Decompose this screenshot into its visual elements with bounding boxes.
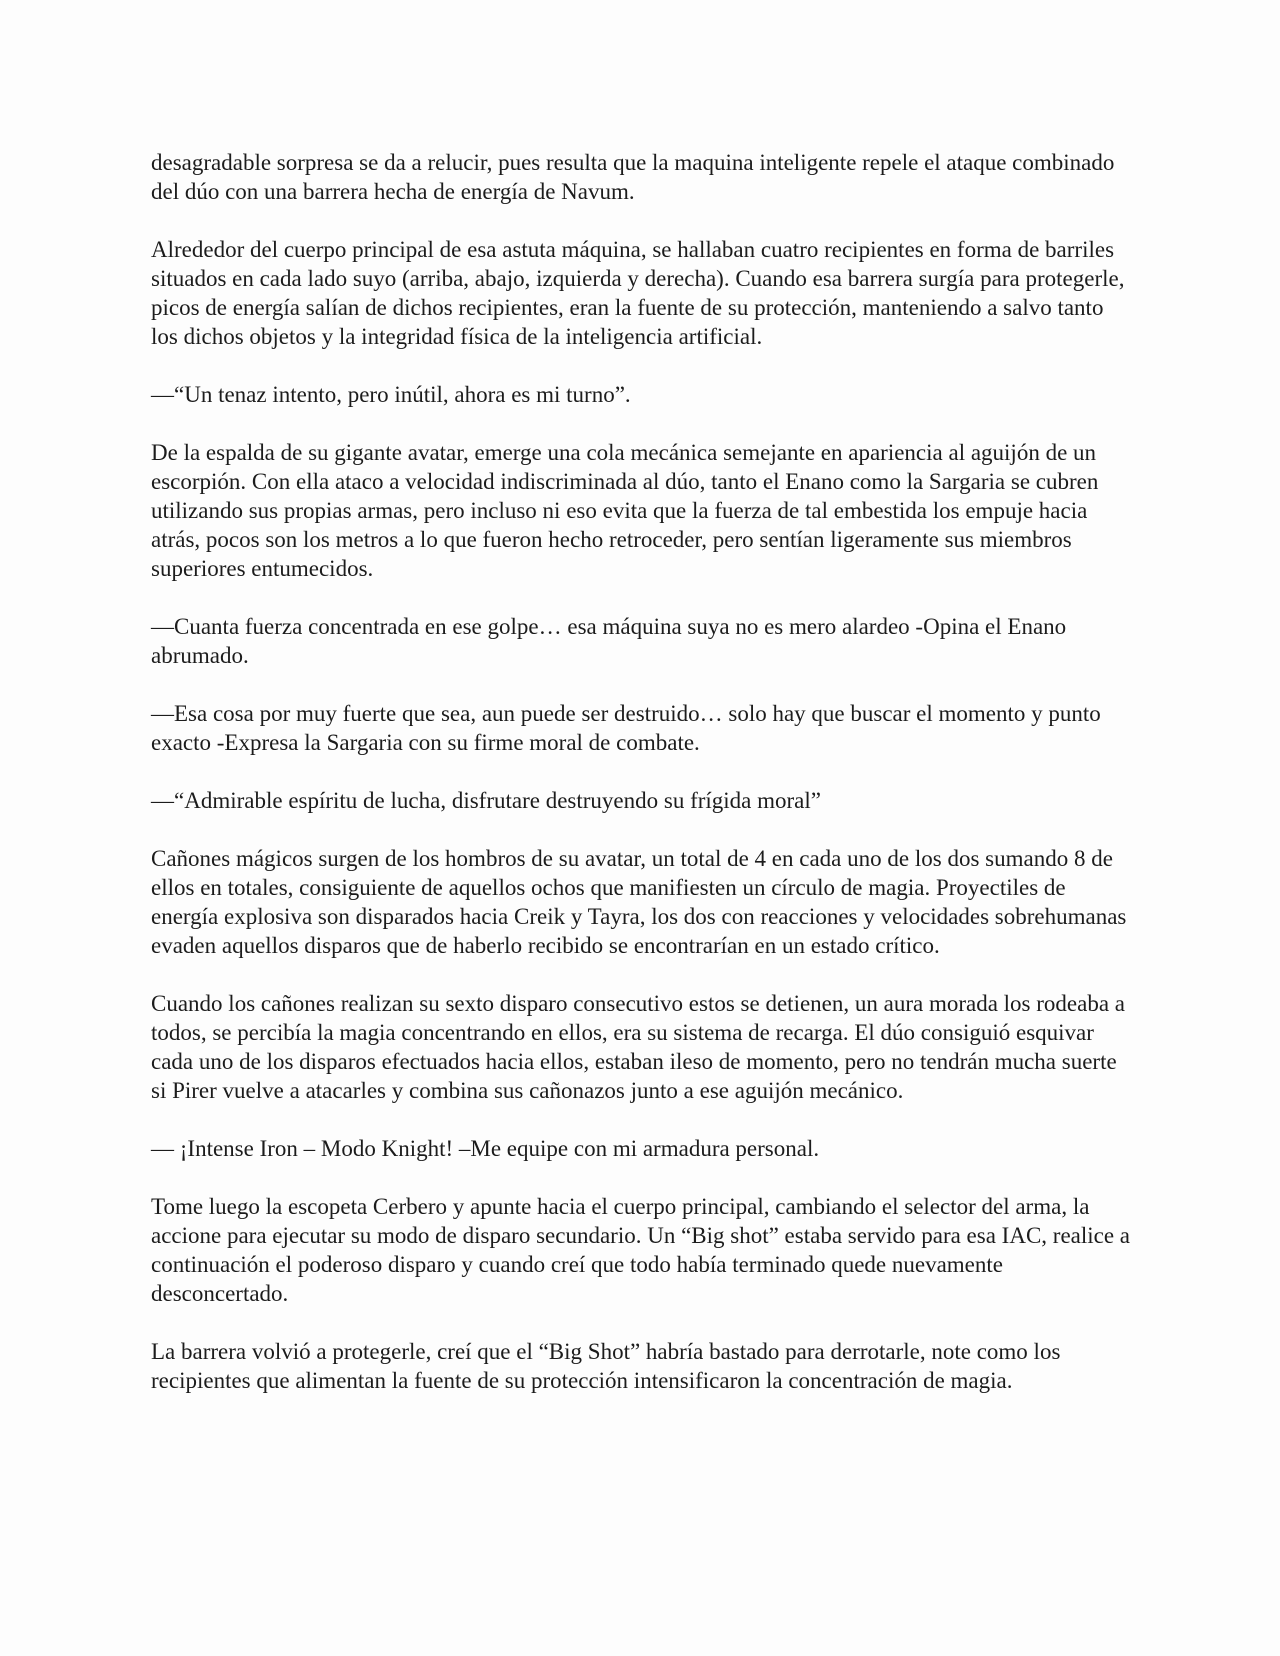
- dialogue-line: —Esa cosa por muy fuerte que sea, aun puede ser destruido… solo hay que buscar el momento y punto exacto -Expresa la Sargaria con su firme moral de combate.: [151, 701, 1101, 755]
- paragraph: La barrera volvió a protegerle, creí que el “Big Shot” habría bastado para derrotarle, note como los recipientes que alimentan la fuente de su protección intensificaron la concentración de magia.: [151, 1339, 1061, 1393]
- paragraph: De la espalda de su gigante avatar, emerge una cola mecánica semejante en apariencia al aguijón de un escorpión. Con ella ataco a velocidad indiscriminada al dúo, tanto el Enano como la Sargaria se cubren utilizando sus propias armas, pero incluso ni eso evita que la fuerza de tal embestida los empuje hacia atrás, pocos son los metros a lo que fueron hecho retroceder, pero sentían ligeramente sus miembros superiores entumecidos.: [151, 440, 1099, 581]
- paragraph: Tome luego la escopeta Cerbero y apunte hacia el cuerpo principal, cambiando el selector del arma, la accione para ejecutar su modo de disparo secundario. Un “Big shot” estaba servido para esa IAC, realice a continuación el poderoso disparo y cuando creí que todo había terminado quede nuevamente desconcertado.: [151, 1194, 1131, 1306]
- dialogue-line: —“Admirable espíritu de lucha, disfrutare destruyendo su frígida moral”: [151, 788, 821, 813]
- paragraph: desagradable sorpresa se da a relucir, pues resulta que la maquina inteligente repele el ataque combinado del dúo con una barrera hecha de energía de Navum.: [151, 150, 1115, 204]
- dialogue-line: —Cuanta fuerza concentrada en ese golpe… esa máquina suya no es mero alardeo -Opina el Enano abrumado.: [151, 614, 1067, 668]
- paragraph: Alrededor del cuerpo principal de esa astuta máquina, se hallaban cuatro recipientes en forma de barriles situados en cada lado suyo (arriba, abajo, izquierda y derecha). Cuando esa barrera surgía para protegerle, picos de energía salían de dichos recipientes, eran la fuente de su protección, manteniendo a salvo tanto los dichos objetos y la integridad física de la inteligencia artificial.: [151, 237, 1125, 349]
- document-body: [151, 148, 1133, 1424]
- dialogue-line: —“Un tenaz intento, pero inútil, ahora es mi turno”.: [151, 382, 631, 407]
- dialogue-line: — ¡Intense Iron – Modo Knight! –Me equipe con mi armadura personal.: [151, 1136, 820, 1161]
- paragraph: Cuando los cañones realizan su sexto disparo consecutivo estos se detienen, un aura morada los rodeaba a todos, se percibía la magia concentrando en ellos, era su sistema de recarga. El dúo consiguió esquivar cada uno de los disparos efectuados hacia ellos, estaban ileso de momento, pero no tendrán mucha suerte si Pirer vuelve a atacarles y combina sus cañonazos junto a ese aguijón mecánico.: [151, 991, 1125, 1103]
- paragraph: Cañones mágicos surgen de los hombros de su avatar, un total de 4 en cada uno de los dos sumando 8 de ellos en totales, consiguiente de aquellos ochos que manifiesten un círculo de magia. Proyectiles de energía explosiva son disparados hacia Creik y Tayra, los dos con reacciones y velocidades sobrehumanas evaden aquellos disparos que de haberlo recibido se encontrarían en un estado crítico.: [151, 846, 1127, 958]
